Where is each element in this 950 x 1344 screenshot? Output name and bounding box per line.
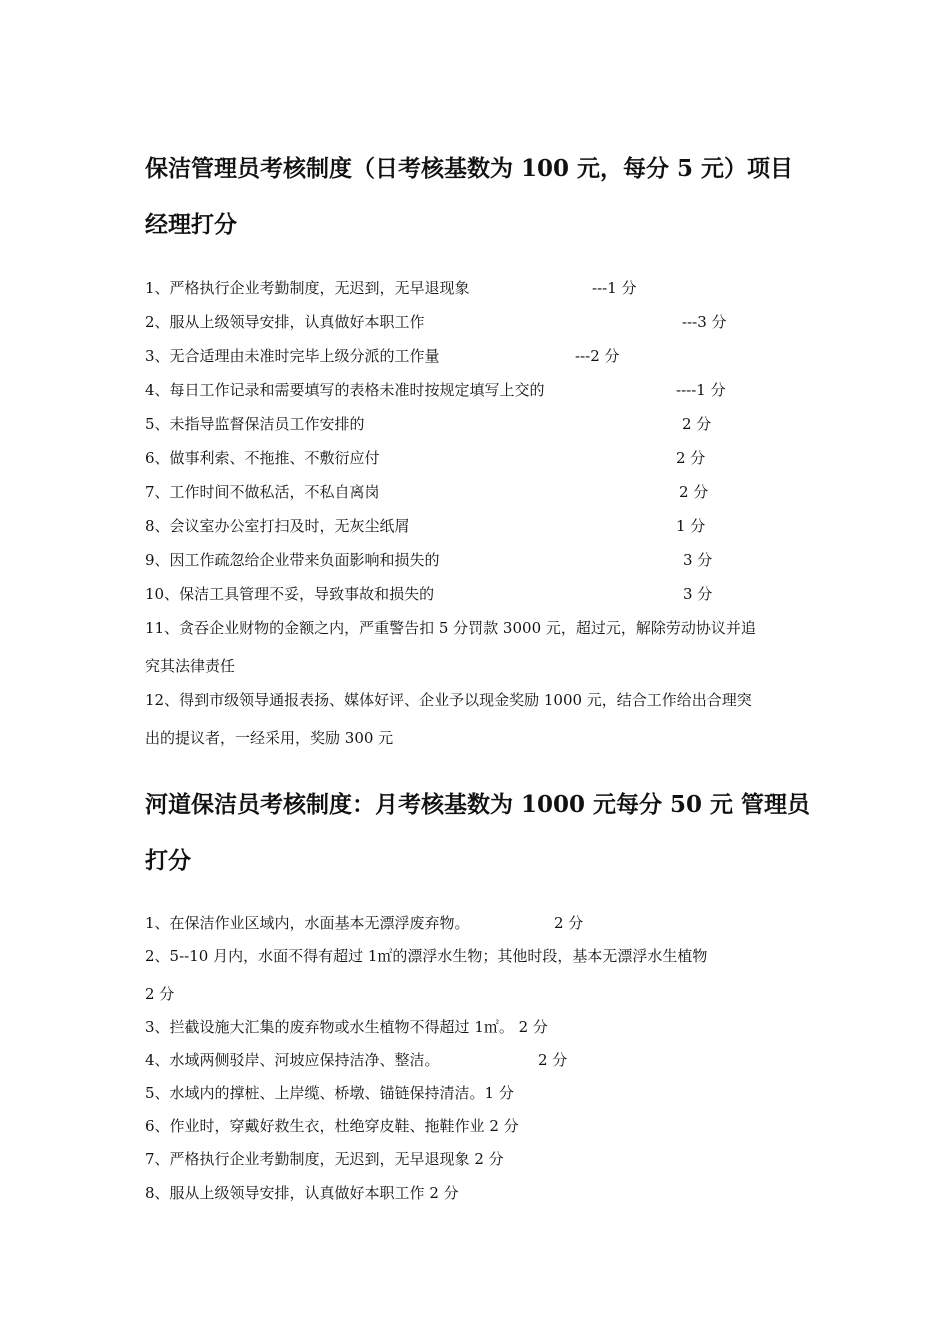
section2-item-8: 8、服从上级领导安排，认真做好本职工作 2 分 — [145, 1184, 459, 1202]
section1-item-11-line1: 11、贪吞企业财物的金额之内，严重警告扣 5 分罚款 3000 元，超过元，解除劳动协议并追 — [145, 619, 756, 637]
section1-item-3: 3、无合适理由未准时完毕上级分派的工作量 — [145, 347, 440, 365]
section1-item-6-score: 2 分 — [676, 449, 706, 467]
section1-item-8-score: 1 分 — [676, 517, 706, 535]
section2-title-line2: 打分 — [145, 847, 191, 874]
section1-item-11-line2: 究其法律责任 — [145, 657, 236, 675]
section1-item-12-line1: 12、得到市级领导通报表扬、媒体好评、企业予以现金奖励 1000 元，结合工作给出合理突 — [145, 691, 752, 709]
section2-title-line1: 河道保洁员考核制度：月考核基数为 1000 元每分 50 元 管理员 — [145, 791, 811, 818]
section1-item-5-score: 2 分 — [682, 415, 712, 433]
section1-item-10: 10、保洁工具管理不妥，导致事故和损失的 — [145, 585, 435, 603]
section1-item-1: 1、严格执行企业考勤制度，无迟到，无早退现象 — [145, 279, 470, 297]
section1-item-1-score: ---1 分 — [592, 279, 637, 297]
section1-item-4: 4、每日工作记录和需要填写的表格未准时按规定填写上交的 — [145, 381, 545, 399]
section1-item-2-score: ---3 分 — [682, 313, 727, 331]
section1-item-4-score: ----1 分 — [676, 381, 726, 399]
section2-item-1-score: 2 分 — [554, 914, 584, 932]
section2-item-6: 6、作业时，穿戴好救生衣，杜绝穿皮鞋、拖鞋作业 2 分 — [145, 1117, 519, 1135]
section2-item-2-line2: 2 分 — [145, 985, 175, 1003]
section2-item-4: 4、水域两侧驳岸、河坡应保持洁净、整洁。 — [145, 1051, 440, 1069]
section1-item-7: 7、工作时间不做私活，不私自离岗 — [145, 483, 380, 501]
section1-item-3-score: ---2 分 — [575, 347, 620, 365]
section2-item-3: 3、拦截设施大汇集的废弃物或水生植物不得超过 1㎡。 2 分 — [145, 1018, 548, 1036]
section1-title-line2: 经理打分 — [145, 211, 237, 238]
section1-item-7-score: 2 分 — [679, 483, 709, 501]
section1-item-2: 2、服从上级领导安排，认真做好本职工作 — [145, 313, 425, 331]
section2-item-2-line1: 2、5--10 月内，水面不得有超过 1㎡的漂浮水生物；其他时段，基本无漂浮水生植物 — [145, 947, 708, 965]
section2-item-7: 7、严格执行企业考勤制度，无迟到，无早退现象 2 分 — [145, 1150, 504, 1168]
section1-item-12-line2: 出的提议者，一经采用，奖励 300 元 — [145, 729, 394, 747]
section2-item-1: 1、在保洁作业区域内，水面基本无漂浮废弃物。 — [145, 914, 470, 932]
section1-item-9-score: 3 分 — [683, 551, 713, 569]
section1-title-line1: 保洁管理员考核制度（日考核基数为 100 元，每分 5 元）项目 — [145, 155, 794, 182]
section1-item-10-score: 3 分 — [683, 585, 713, 603]
section1-item-8: 8、会议室办公室打扫及时，无灰尘纸屑 — [145, 517, 410, 535]
section2-item-4-score: 2 分 — [538, 1051, 568, 1069]
section2-item-5: 5、水域内的撑桩、上岸缆、桥墩、锚链保持清洁。1 分 — [145, 1084, 514, 1102]
section1-item-5: 5、未指导监督保洁员工作安排的 — [145, 415, 365, 433]
section1-item-6: 6、做事利索、不拖推、不敷衍应付 — [145, 449, 380, 467]
section1-item-9: 9、因工作疏忽给企业带来负面影响和损失的 — [145, 551, 440, 569]
